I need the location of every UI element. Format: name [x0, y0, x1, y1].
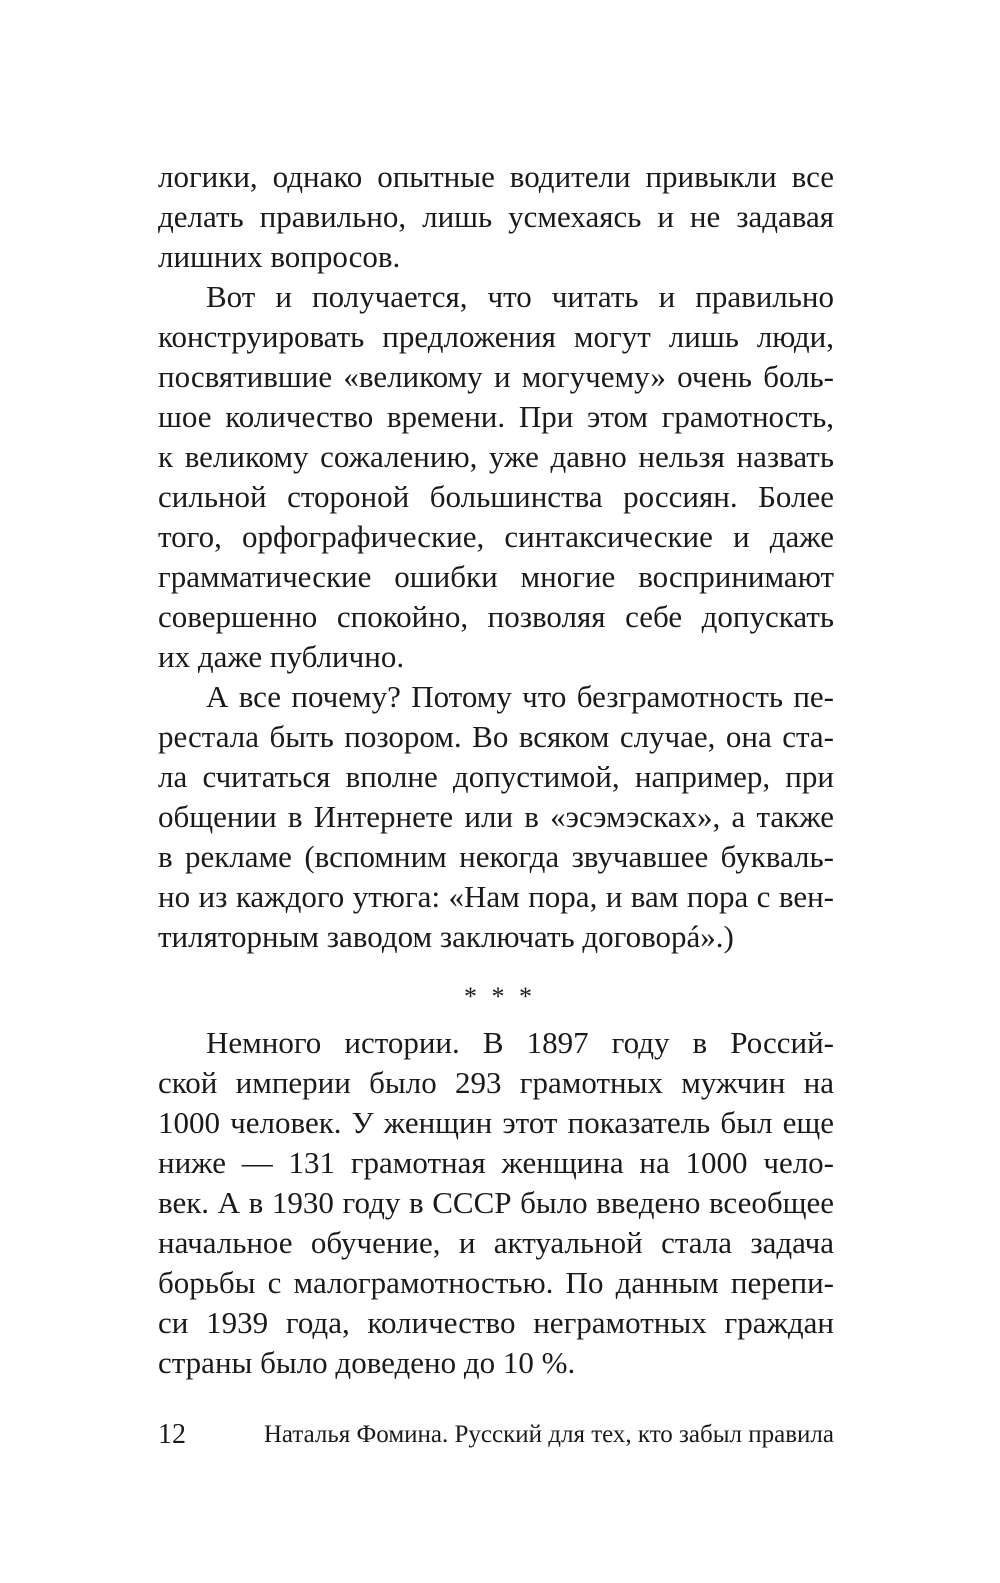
body-text-section-2 [158, 1023, 834, 1383]
running-title: Наталья Фомина. Русский для тех, кто забыл правила [263, 1421, 834, 1448]
text-line: Вот и получается, что читать и правильно [206, 279, 834, 314]
text-line: но из каждого утюга: «Нам пора, и вам пора с вен- [158, 879, 834, 914]
body-text-section-1 [158, 157, 834, 957]
text-line: в рекламе (вспомним некогда звучавшее букваль- [158, 839, 834, 874]
text-line: ниже — 131 грамотная женщина на 1000 чело- [158, 1145, 834, 1180]
text-line: страны было доведено до 10 %. [158, 1345, 576, 1380]
text-line: начальное обучение, и актуальной стала задача [158, 1225, 834, 1260]
section-separator: * * * [464, 982, 536, 1011]
text-line: 1000 человек. У женщин этот показатель был еще [158, 1105, 834, 1140]
text-line: логики, однако опытные водители привыкли все [158, 159, 834, 194]
text-line: грамматические ошибки многие воспринимают [158, 559, 834, 594]
page-number: 12 [158, 1419, 186, 1450]
text-line: лишних вопросов. [158, 239, 401, 274]
text-line: сильной стороной большинства россиян. Более [158, 479, 834, 514]
text-line: ла считаться вполне допустимой, например, при [158, 759, 834, 794]
text-line: рестала быть позором. Во всяком случае, она ста- [158, 719, 834, 754]
text-line: борьбы с малограмотностью. По данным перепи- [158, 1265, 834, 1300]
text-line: тиляторным заводом заключать договорá».) [158, 919, 734, 954]
text-line: шое количество времени. При этом грамотность, [158, 399, 834, 434]
text-line: общении в Интернете или в «эсэмэсках», а также [158, 799, 834, 834]
text-line: к великому сожалению, уже давно нельзя назвать [158, 439, 834, 474]
text-line: того, орфографические, синтаксические и даже [158, 519, 834, 554]
text-line: посвятившие «великому и могучему» очень боль- [158, 359, 834, 394]
text-line: совершенно спокойно, позволяя себе допускать [158, 599, 834, 634]
text-line: их даже публично. [158, 639, 405, 674]
text-line: конструировать предложения могут лишь люди, [158, 319, 834, 354]
text-line: делать правильно, лишь усмехаясь и не задавая [158, 199, 834, 234]
text-line: А все почему? Потому что безграмотность пе- [206, 679, 834, 714]
text-line: век. А в 1930 году в СССР было введено всеобщее [158, 1185, 834, 1220]
text-line: ской империи было 293 грамотных мужчин на [158, 1065, 834, 1100]
text-line: Немного истории. В 1897 году в Россий- [206, 1025, 834, 1060]
text-line: си 1939 года, количество неграмотных граждан [158, 1305, 834, 1340]
